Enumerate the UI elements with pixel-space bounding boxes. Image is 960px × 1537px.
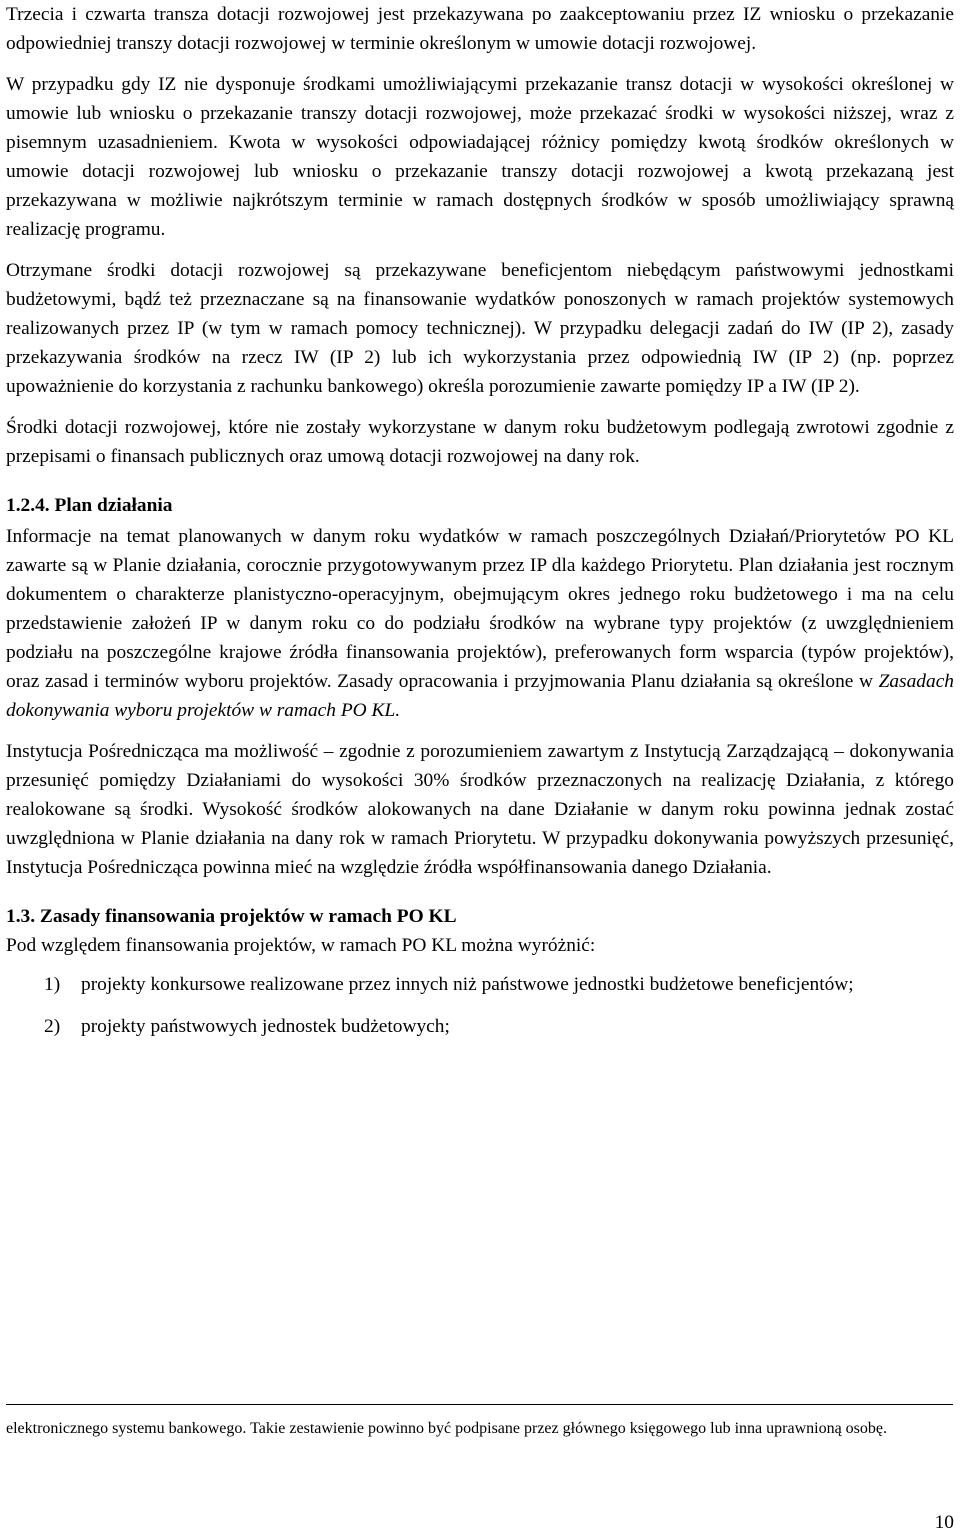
document-page (6, 0, 954, 1054)
paragraph-unused-funds: Środki dotacji rozwojowej, które nie zostały wykorzystane w danym roku budżetowym podlegają zwrotowi zgodnie z przepisami o finansach publicznych oraz umową dotacji rozwojowej na dany rok. (6, 417, 954, 467)
page-number: 10 (934, 1512, 954, 1533)
footnote-separator (6, 1404, 953, 1405)
project-types-list (6, 970, 954, 1041)
paragraph-transfer-tranches: Trzecia i czwarta transza dotacji rozwojowej jest przekazywana po zaakceptowaniu przez IZ wniosku o przekazanie odpowiedniej transzy dotacji rozwojowej w terminie określonym w umowie dotacji rozwojowej. (6, 4, 954, 54)
plan-info-italic-reference: Zasadach dokonywania wyboru projektów w ramach PO KL. (6, 671, 954, 721)
section-heading-plan-dzialania: 1.2.4. Plan działania (6, 495, 173, 516)
list-item-number: 2) (44, 1016, 61, 1037)
plan-info-text: Informacje na temat planowanych w danym roku wydatków w ramach poszczególnych Działań/Priorytetów PO KL zawarte są w Planie działania, corocznie przygotowywanym przez IP dla każdego Priorytetu. Plan działania jest rocznym dokumentem o charakterze planistyczno-operacyjnym, obejmującym okres jednego roku budżetowego i ma na celu przedstawienie założeń IP w danym roku co do podziału środków na wybrane typy projektów (z uwzględnieniem podziału na poszczególne krajowe źródła finansowania projektów), preferowanych form wsparcia (typów projektów), oraz zasad i terminów wyboru projektów. Zasady opracowania i przyjmowania Planu działania są określone w (6, 526, 954, 692)
section-heading-financing-rules: 1.3. Zasady finansowania projektów w ramach PO KL (6, 906, 457, 927)
list-item-text: projekty państwowych jednostek budżetowych; (81, 1016, 450, 1037)
list-item-text: projekty konkursowe realizowane przez innych niż państwowe jednostki budżetowe beneficjentów; (81, 974, 854, 995)
paragraph-financing-intro: Pod względem finansowania projektów, w ramach PO KL można wyróżnić: (6, 935, 596, 956)
list-item (6, 970, 954, 999)
paragraph-received-funds: Otrzymane środki dotacji rozwojowej są przekazywane beneficjentom niebędącym państwowymi jednostkami budżetowymi, bądź też przeznaczane są na finansowanie wydatków ponoszonych w ramach projektów systemowych realizowanych przez IP (w tym w ramach pomocy technicznej). W przypadku delegacji zadań do IW (IP 2), zasady przekazywania środków na rzecz IW (IP 2) lub ich wykorzystania przez odpowiednią IW (IP 2) (np. poprzez upoważnienie do korzystania z rachunku bankowego) określa porozumienie zawarte pomiędzy IP a IW (IP 2). (6, 260, 954, 397)
list-item-number: 1) (44, 974, 61, 995)
paragraph-intermediate-institution: Instytucja Pośrednicząca ma możliwość – zgodnie z porozumieniem zawartym z Instytucją Zarządzającą – dokonywania przesunięć pomiędzy Działaniami do wysokości 30% środków przeznaczonych na realizację Działania, z którego realokowane są środki. Wysokość środków alokowanych na dane Działanie w danym roku powinna jednak zostać uwzględniona w Planie działania na dany rok w ramach Priorytetu. W przypadku dokonywania powyższych przesunięć, Instytucja Pośrednicząca powinna mieć na względzie źródła współfinansowania danego Działania. (6, 741, 954, 878)
footnote-text: elektronicznego systemu bankowego. Takie zestawienie powinno być podpisane przez głównego księgowego lub inna uprawnioną osobę. (6, 1420, 888, 1437)
paragraph-plan-dzialania-info (6, 522, 954, 725)
paragraph-insufficient-funds: W przypadku gdy IZ nie dysponuje środkami umożliwiającymi przekazanie transz dotacji w wysokości określonej w umowie lub wniosku o przekazanie transzy dotacji rozwojowej, może przekazać środki w wysokości niższej, wraz z pisemnym uzasadnieniem. Kwota w wysokości odpowiadającej różnicy pomiędzy kwotą środków określonych w umowie dotacji rozwojowej lub wniosku o przekazanie transzy dotacji rozwojowej a kwotą przekazaną jest przekazywana w możliwie najkrótszym terminie w ramach dostępnych środków w sposób umożliwiający sprawną realizację programu. (6, 74, 954, 240)
list-item (6, 1012, 954, 1041)
